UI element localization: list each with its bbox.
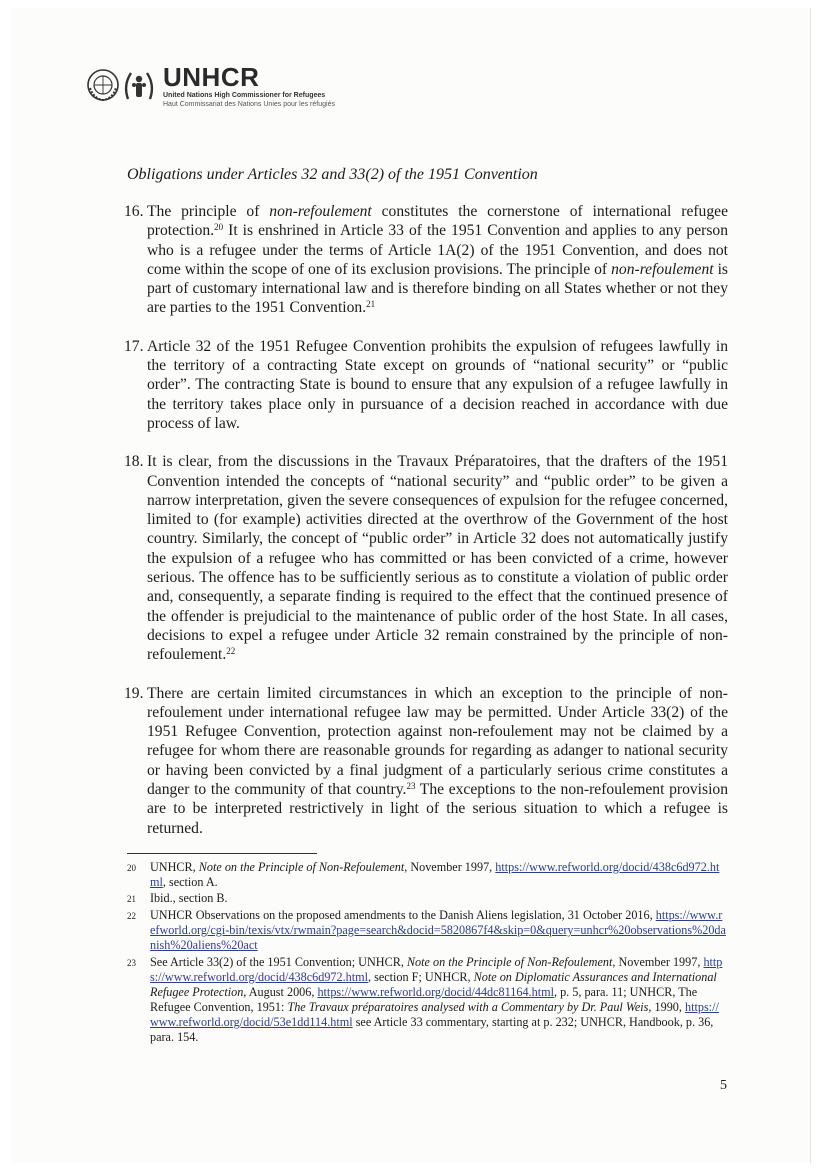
unhcr-logo	[86, 62, 406, 112]
footnote-21	[127, 891, 727, 907]
footnote-link[interactable]: https://www.refworld.org/cgi-bin/texis/vtx/rwmain?page=search&docid=5820867f4&skip=0&query=unhcr%20observations%20danish%20aliens%20act	[150, 908, 726, 953]
footnote-text: UNHCR, Note on the Principle of Non-Refoulement, November 1997, https://www.refworld.org/docid/438c6d972.html, section A.	[150, 860, 720, 890]
paragraph-16	[124, 202, 728, 318]
unhcr-subtitle-en: United Nations High Commissioner for Refugees	[163, 92, 326, 99]
section-heading: Obligations under Articles 32 and 33(2) of the 1951 Convention	[127, 166, 538, 183]
refugee-family-icon	[121, 67, 157, 103]
paragraph-17	[124, 337, 728, 433]
footnote-number: 23	[127, 957, 136, 968]
paragraph-text: The principle of non-refoulement constitutes the cornerstone of international refugee protection.$^{20}$ It is enshrined in Article 33 of the 1951 Convention and applies to any person who is a refugee under the terms of Article 1A(2) of the 1951 Convention, and does not come within the scope of one of its exclusion provisions. The principle of non-refoulement is part of customary international law and is therefore binding on all States whether or not they are parties to the 1951 Convention.$^{21}$	[147, 203, 728, 317]
paragraph-list	[124, 202, 728, 857]
footnote-divider	[127, 853, 317, 854]
page-number: 5	[720, 1078, 727, 1093]
footnote-ref-23[interactable]: 23	[406, 781, 416, 792]
footnote-number: 22	[127, 911, 136, 922]
paragraph-number: 18.	[124, 453, 144, 471]
footnote-link[interactable]: https://www.refworld.org/docid/438c6d972.html	[150, 860, 720, 890]
footnote-link[interactable]: https://www.refworld.org/docid/44dc81164.html	[317, 984, 554, 999]
footnote-link[interactable]: https://www.refworld.org/docid/438c6d972.html	[150, 954, 723, 984]
footnote-23	[127, 955, 727, 1046]
footnote-22	[127, 908, 727, 953]
document-page	[10, 8, 811, 1163]
footnote-ref-22[interactable]: 22	[226, 646, 236, 657]
paragraph-19	[124, 684, 728, 838]
footnote-text: See Article 33(2) of the 1951 Convention; UNHCR, Note on the Principle of Non-Refoulement, November 1997, https://www.refworld.org/docid/438c6d972.html, section F; UNHCR, Note on Diplomatic Assurances and International Refugee Protection, August 2006, https://www.refworld.org/docid/44dc81164.html, p. 5, para. 11; UNHCR, The Refugee Convention, 1951: The Travaux préparatoires analysed with a Commentary by Dr. Paul Weis, 1990, https://www.refworld.org/docid/53e1dd114.html see Article 33 commentary, starting at p. 232; UNHCR, Handbook, p. 36, para. 154.	[150, 954, 723, 1045]
footnote-link[interactable]: https://www.refworld.org/docid/53e1dd114.html	[150, 999, 719, 1029]
footnote-list	[127, 860, 727, 1046]
paragraph-number: 17.	[124, 337, 144, 355]
paragraph-number: 19.	[124, 684, 144, 702]
footnote-number: 21	[127, 894, 136, 905]
footnote-number: 20	[127, 863, 136, 873]
footnote-ref-20[interactable]: 20	[214, 222, 224, 233]
un-emblem-icon	[86, 68, 120, 102]
paragraph-text: There are certain limited circumstances in which an exception to the principle of non-refoulement under international refugee law may be permitted. Under Article 33(2) of the 1951 Refugee Convention, protection against non-refoulement may not be claimed by a refugee for whom there are reasonable grounds for regarding as adanger to national security or having been convicted by a final judgment of a particularly serious crime constitutes a danger to the community of that country.$^{23}$ The exceptions to the non-refoulement provision are to be interpreted restrictively in light of the serious situation to which a refugee is returned.	[147, 684, 728, 837]
paragraph-18	[124, 452, 728, 664]
footnote-20	[127, 860, 727, 890]
footnote-text: Ibid., section B.	[150, 891, 228, 906]
paragraph-text: Article 32 of the 1951 Refugee Convention prohibits the expulsion of refugees lawfully in the territory of a contracting State except on grounds of “national security” or “public order”. The contracting State is bound to ensure that any expulsion of a refugee lawfully in the territory takes place only in pursuance of a decision reached in accordance with due process of law.	[147, 337, 728, 432]
footnote-ref-21[interactable]: 21	[366, 299, 376, 310]
footnote-text: UNHCR Observations on the proposed amendments to the Danish Aliens legislation, 31 October 2016, https://www.refworld.org/cgi-bin/texis/vtx/rwmain?page=search&docid=5820867f4&skip=0&query=unhcr%20observations%20danish%20aliens%20act	[150, 908, 726, 953]
paragraph-number: 16.	[124, 203, 144, 220]
unhcr-subtitle-fr: Haut Commissariat des Nations Unies pour les réfugiés	[163, 101, 335, 108]
unhcr-wordmark: UNHCR	[163, 62, 260, 92]
paragraph-text: It is clear, from the discussions in the Travaux Préparatoires, that the drafters of the 1951 Convention intended the concepts of “national security” and “public order” to be given a narrow interpretation, given the severe consequences of expulsion for the refugee concerned, limited to (for example) activities directed at the overthrow of the Government of the host country. Similarly, the concept of “public order” in Article 32 does not automatically justify the expulsion of a refugee who has committed or has been convicted of a crime, however serious. The offence has to be sufficiently serious as to constitute a violation of public order and, consequently, a separate finding is required to the effect that the continued presence of the offender is prejudicial to the maintenance of public order of the host State. In all cases, decisions to expel a refugee under Article 32 remain constrained by the principle of non-refoulement.$^{22}$	[147, 453, 728, 664]
